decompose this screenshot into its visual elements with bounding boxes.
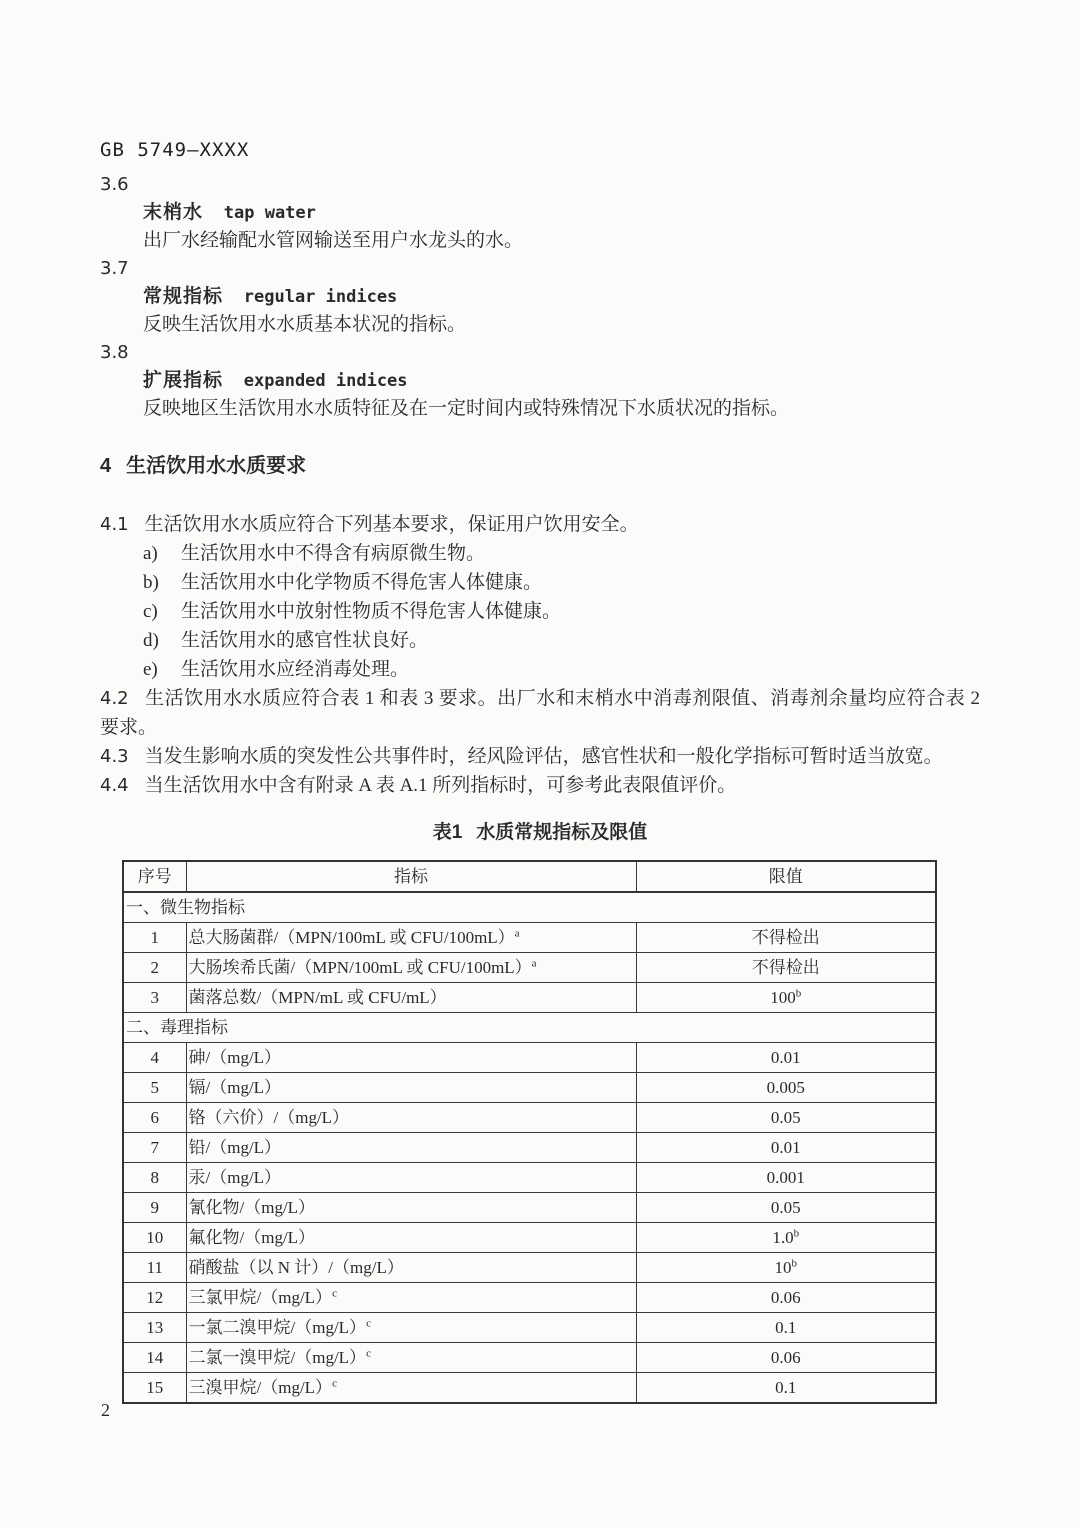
list-item [100, 626, 980, 655]
clause-4-1 [100, 510, 980, 539]
row-no: 5 [123, 1073, 186, 1103]
row-indicator-text: 三氯甲烷/（mg/L） [188, 1287, 333, 1307]
section-label: 二、毒理指标 [123, 1013, 936, 1043]
row-indicator [186, 1163, 636, 1193]
list-item-text: 生活饮用水的感官性状良好。 [181, 630, 429, 651]
term-name-line [100, 283, 980, 311]
term-name-cn: 常规指标 [143, 286, 224, 307]
table-row [123, 1223, 936, 1253]
footnote-marker: b [793, 1226, 800, 1239]
document-code: GB 5749—XXXX [100, 139, 250, 161]
header-indicator: 指标 [186, 861, 636, 892]
table-row [123, 1133, 936, 1163]
term-name-line [100, 367, 980, 395]
row-limit-text: 0.05 [770, 1197, 801, 1217]
term-section-3-7 [100, 255, 980, 339]
term-number: 3.8 [100, 342, 129, 363]
row-indicator-text: 大肠埃希氏菌/（MPN/100mL 或 CFU/100mL） [188, 957, 532, 977]
term-definition: 反映地区生活饮用水水质特征及在一定时间内或特殊情况下水质状况的指标。 [143, 398, 790, 419]
footnote-marker: b [791, 1256, 797, 1269]
row-limit [636, 1283, 936, 1313]
row-limit [636, 1193, 936, 1223]
row-limit [636, 1253, 936, 1283]
term-name-cn: 扩展指标 [143, 370, 224, 391]
term-name-en: expanded indices [243, 371, 408, 391]
clauses-block [100, 510, 980, 800]
table1-caption-title: 水质常规指标及限值 [476, 822, 648, 843]
row-limit [636, 1343, 936, 1373]
row-no: 7 [123, 1133, 186, 1163]
row-indicator [186, 1133, 636, 1163]
row-no: 15 [123, 1373, 186, 1404]
table-row [123, 953, 936, 983]
row-indicator-text: 一氯二溴甲烷/（mg/L） [188, 1317, 367, 1337]
row-indicator-text: 镉/（mg/L） [188, 1077, 282, 1097]
row-limit-text: 10 [774, 1257, 792, 1277]
header-limit: 限值 [636, 861, 936, 892]
row-no: 4 [123, 1043, 186, 1073]
row-indicator-text: 二氯一溴甲烷/（mg/L） [188, 1347, 367, 1367]
chapter-title: 生活饮用水水质要求 [126, 455, 307, 477]
term-number: 3.6 [100, 174, 129, 195]
row-limit [636, 923, 936, 953]
footnote-marker: a [514, 926, 520, 939]
table-row [123, 1193, 936, 1223]
footnote-marker: a [531, 956, 537, 969]
clause-number: 4.1 [100, 514, 129, 535]
list-item-label: b) [143, 572, 159, 593]
row-limit-text: 0.01 [770, 1137, 801, 1157]
row-indicator [186, 983, 636, 1013]
page-number: 2 [101, 1400, 110, 1420]
row-no: 6 [123, 1103, 186, 1133]
row-indicator [186, 1043, 636, 1073]
section-label: 一、微生物指标 [123, 892, 936, 923]
row-no: 12 [123, 1283, 186, 1313]
header-no: 序号 [123, 861, 186, 892]
list-item [100, 597, 980, 626]
clause-4-2 [100, 684, 980, 742]
list-item [100, 655, 980, 684]
row-limit [636, 1223, 936, 1253]
term-name-en: regular indices [243, 287, 398, 307]
row-indicator [186, 923, 636, 953]
list-item-label: e) [143, 659, 158, 680]
row-indicator-text: 铅/（mg/L） [188, 1137, 282, 1157]
row-limit [636, 1373, 936, 1404]
table-header-row [123, 861, 936, 892]
row-limit [636, 1073, 936, 1103]
row-indicator-text: 砷/（mg/L） [188, 1047, 282, 1067]
row-limit-text: 100 [770, 987, 796, 1007]
footnote-marker: c [332, 1286, 337, 1299]
row-no: 3 [123, 983, 186, 1013]
footnote-marker: b [795, 986, 802, 999]
row-limit [636, 1103, 936, 1133]
row-no: 13 [123, 1313, 186, 1343]
chapter-heading [100, 452, 980, 480]
term-section-3-6 [100, 171, 980, 255]
clause-number: 4.4 [100, 775, 129, 796]
row-limit-text: 0.005 [766, 1077, 805, 1097]
row-limit-text: 不得检出 [751, 927, 820, 947]
clause-4-1-subitems [100, 539, 980, 684]
row-limit [636, 1133, 936, 1163]
row-indicator [186, 1223, 636, 1253]
table1-caption [100, 819, 980, 847]
row-indicator-text: 总大肠菌群/（MPN/100mL 或 CFU/100mL） [188, 927, 515, 947]
term-name-cn: 末梢水 [143, 202, 204, 223]
row-limit-text: 0.06 [770, 1287, 801, 1307]
list-item-label: d) [143, 630, 159, 651]
clause-text: 生活饮用水水质应符合表 1 和表 3 要求。出厂水和末梢水中消毒剂限值、消毒剂余量均应符合表 2 要求。 [100, 688, 980, 738]
list-item-text: 生活饮用水中不得含有病原微生物。 [181, 543, 486, 564]
table-row [123, 923, 936, 953]
row-limit-text: 0.05 [770, 1107, 801, 1127]
row-indicator [186, 1073, 636, 1103]
term-name-line [100, 199, 980, 227]
row-no: 2 [123, 953, 186, 983]
list-item-text: 生活饮用水应经消毒处理。 [181, 659, 410, 680]
term-definition: 出厂水经输配水管网输送至用户水龙头的水。 [143, 230, 524, 251]
row-limit-text: 0.001 [766, 1167, 805, 1187]
row-indicator-text: 氰化物/（mg/L） [188, 1197, 316, 1217]
table-row [123, 1373, 936, 1404]
table-row [123, 1343, 936, 1373]
term-definition: 反映生活饮用水水质基本状况的指标。 [143, 314, 467, 335]
row-indicator [186, 1193, 636, 1223]
clause-text: 生活饮用水水质应符合下列基本要求，保证用户饮用安全。 [144, 514, 639, 535]
clause-text: 当发生影响水质的突发性公共事件时，经风险评估，感官性状和一般化学指标可暂时适当放宽。 [144, 746, 943, 767]
table-section-row [123, 1013, 936, 1043]
footnote-marker: c [366, 1316, 371, 1329]
list-item-label: c) [143, 601, 158, 622]
clause-number: 4.3 [100, 746, 129, 767]
clause-text: 当生活饮用水中含有附录 A 表 A.1 所列指标时，可参考此表限值评价。 [144, 775, 737, 796]
row-limit-text: 不得检出 [751, 957, 820, 977]
row-indicator-text: 铬（六价）/（mg/L） [188, 1107, 350, 1127]
table1-caption-label: 表1 [432, 822, 463, 843]
row-no: 8 [123, 1163, 186, 1193]
clause-4-3 [100, 742, 980, 771]
row-indicator [186, 1283, 636, 1313]
row-limit [636, 1043, 936, 1073]
row-indicator-text: 菌落总数/（MPN/mL 或 CFU/mL） [188, 987, 447, 1007]
term-name-en: tap water [223, 203, 316, 223]
table-row [123, 1313, 936, 1343]
table-row [123, 983, 936, 1013]
footnote-marker: c [332, 1376, 337, 1389]
table1 [122, 860, 937, 1404]
term-number: 3.7 [100, 258, 129, 279]
footnote-marker: c [366, 1346, 371, 1359]
row-no: 10 [123, 1223, 186, 1253]
row-indicator-text: 三溴甲烷/（mg/L） [188, 1377, 333, 1397]
list-item-text: 生活饮用水中放射性物质不得危害人体健康。 [181, 601, 562, 622]
table-row [123, 1103, 936, 1133]
row-indicator [186, 1103, 636, 1133]
row-indicator [186, 1253, 636, 1283]
list-item-label: a) [143, 543, 158, 564]
row-indicator-text: 汞/（mg/L） [188, 1167, 282, 1187]
table-row [123, 1253, 936, 1283]
list-item [100, 568, 980, 597]
table-row [123, 1043, 936, 1073]
table-section-row [123, 892, 936, 923]
table-row [123, 1163, 936, 1193]
list-item [100, 539, 980, 568]
row-no: 14 [123, 1343, 186, 1373]
row-limit [636, 1163, 936, 1193]
row-indicator [186, 1373, 636, 1404]
row-limit [636, 983, 936, 1013]
row-limit [636, 1313, 936, 1343]
term-section-3-8 [100, 339, 980, 423]
table-row [123, 1073, 936, 1103]
row-limit-text: 0.1 [775, 1377, 797, 1397]
list-item-text: 生活饮用水中化学物质不得危害人体健康。 [181, 572, 543, 593]
row-indicator [186, 953, 636, 983]
row-indicator [186, 1343, 636, 1373]
table-row [123, 1283, 936, 1313]
row-limit-text: 0.06 [770, 1347, 801, 1367]
row-no: 9 [123, 1193, 186, 1223]
row-no: 11 [123, 1253, 186, 1283]
row-indicator [186, 1313, 636, 1343]
row-limit-text: 1.0 [772, 1227, 794, 1247]
row-indicator-text: 硝酸盐（以 N 计）/（mg/L） [188, 1257, 404, 1277]
chapter-number: 4 [100, 455, 112, 477]
table1-body [123, 892, 936, 1403]
row-no: 1 [123, 923, 186, 953]
clause-number: 4.2 [100, 688, 129, 709]
row-indicator-text: 氟化物/（mg/L） [188, 1227, 316, 1247]
row-limit-text: 0.01 [770, 1047, 801, 1067]
row-limit-text: 0.1 [775, 1317, 797, 1337]
row-limit [636, 953, 936, 983]
clause-4-4 [100, 771, 980, 800]
